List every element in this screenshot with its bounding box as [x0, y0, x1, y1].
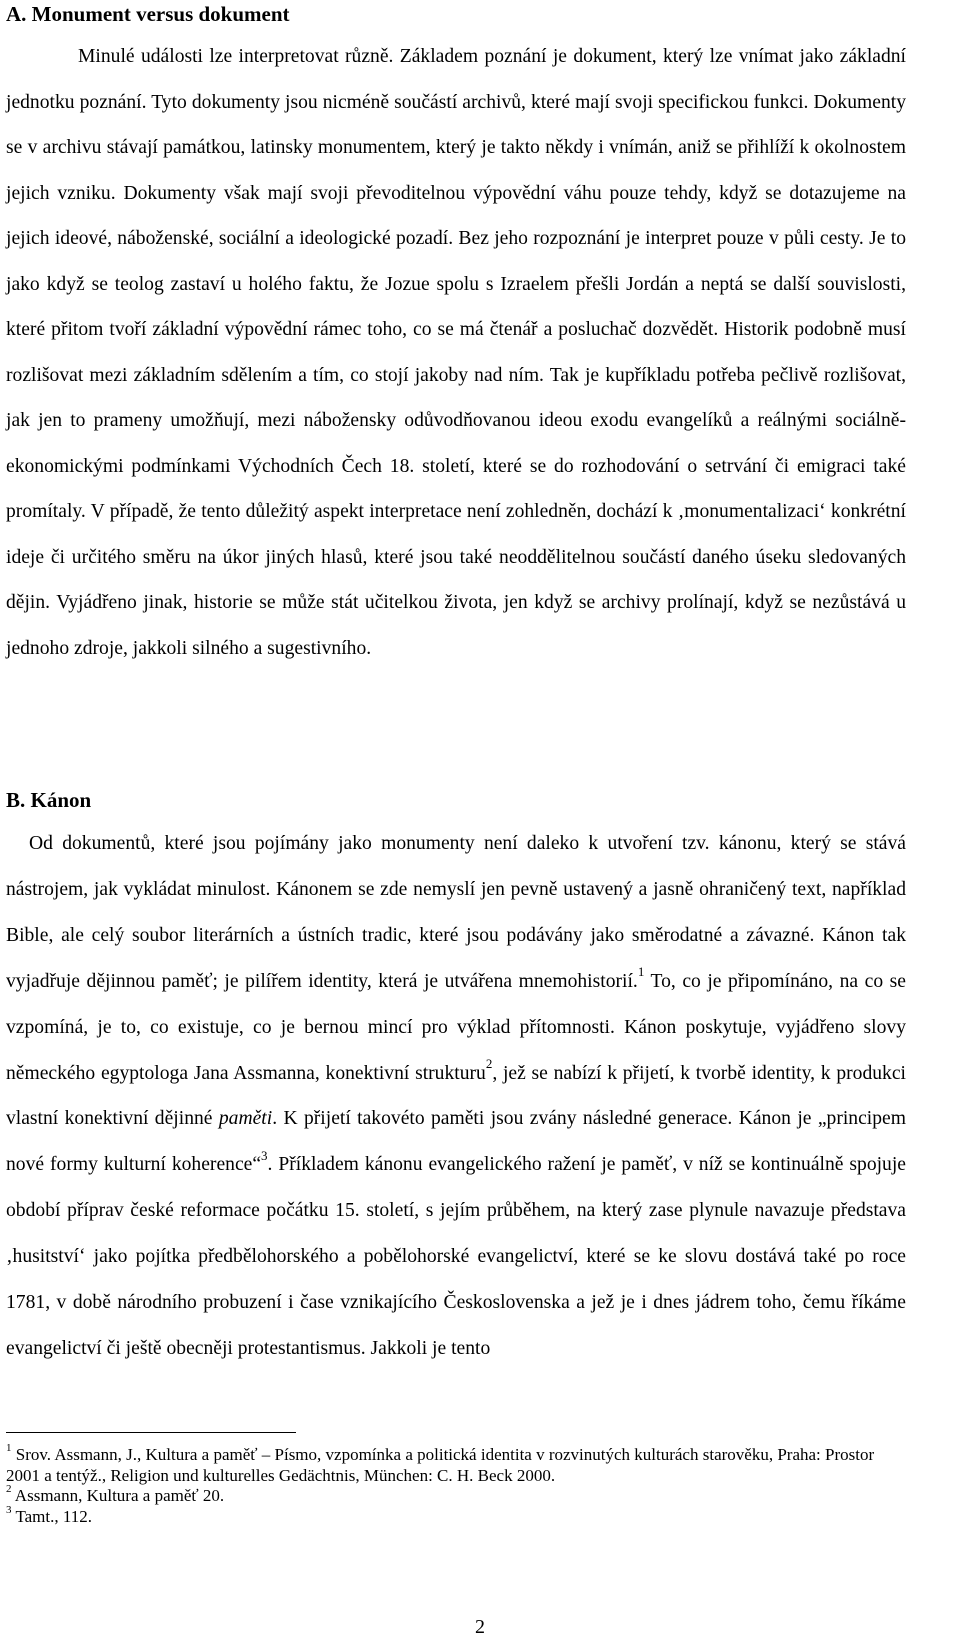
footnote-number: 3: [6, 1503, 12, 1516]
section-a-heading: A. Monument versus dokument: [6, 2, 290, 26]
footnote-ref-2[interactable]: 2: [485, 1056, 493, 1071]
footnote-2: [6, 1483, 911, 1507]
section-b-text-1: Od dokumentů, které jsou pojímány jako monumenty není daleko k utvoření tzv. kánonu, který se stává nástrojem, jak vykládat minulost. Kánonem se zde nemyslí jen pevně ustavený a jasně ohraničený text, například Bible, ale celý soubor literárních a ústních tradic, které jsou podávány jako směrodatné a závazné. Kánon tak vyjadřuje dějinnou paměť; je pilířem identity, která je utvářena mnemohistorií.: [6, 833, 906, 992]
footnote-text: Assmann, Kultura a paměť 20.: [11, 1486, 225, 1505]
footnote-3: [6, 1503, 911, 1528]
footnote-separator: [6, 1432, 296, 1433]
section-b-text-2: To, co je připomínáno, na co se vzpomíná, je to, co existuje, co je bernou mincí pro výklad přítomnosti. Kánon poskytuje, vyjádřeno slovy německého egyptologa Jana Assmanna, konektivní strukturu: [6, 970, 906, 1084]
section-b-text-5: . Příkladem kánonu evangelického ražení je paměť, v níž se kontinuálně spojuje období příprav české reformace počátku 15. století, s jejím průběhem, na který zase plynule navazuje představa ‚husitství‘ jako pojítka předbělohorského a pobělohorské evangelictví, které se ke slovu dostává také po roce 1781, v době národního probuzení i čase vznikajícího Československa a jež je i dnes jádrem toho, čemu říkáme evangelictví či ještě obecněji protestantismus. Jakkoli je tento: [6, 1154, 906, 1359]
footnote-text: Srov. Assmann, J., Kultura a paměť – Písmo, vzpomínka a politická identita v rozvinutých kulturách starověku, Praha: Prostor 2001 a tentýž., Religion und kulturelles Gedächtnis, München: C. H. Beck 2000.: [6, 1445, 875, 1485]
footnote-ref-1[interactable]: 1: [637, 964, 645, 980]
section-b-heading: B. Kánon: [6, 788, 92, 812]
section-b-text-4: . K přijetí takovéto paměti jsou zvány následné generace. Kánon je „principem nové formy kulturní koherence“: [6, 1108, 906, 1176]
footnote-1: [6, 1442, 911, 1486]
italic-word: paměti: [218, 1108, 273, 1130]
footnote-number: 1: [6, 1442, 12, 1455]
page-number: 2: [475, 1616, 485, 1638]
section-b-paragraph: [6, 821, 906, 1372]
section-a-paragraph: [6, 34, 906, 671]
footnote-ref-3[interactable]: 3: [261, 1147, 268, 1163]
footnote-number: 2: [6, 1483, 12, 1496]
footnote-text: Tamt., 112.: [11, 1506, 93, 1526]
footnotes: [6, 1442, 911, 1527]
section-b-text-3: , jež se nabízí k přijetí, k tvorbě identity, k produkci vlastní konektivní dějinné: [6, 1062, 906, 1130]
section-a-text: Minulé události lze interpretovat různě. Základem poznání je dokument, který lze vnímat jako základní jednotku poznání. Tyto dokumenty jsou nicméně součástí archivů, které mají svoji specifickou funkci. Dokumenty se v archivu stávají památkou, latinsky monumentem, který je takto někdy i vnímán, aniž se přihlíží k okolnostem jejich vzniku. Dokumenty však mají svoji převoditelnou výpovědní váhu pouze tehdy, když se dotazujeme na jejich ideové, náboženské, sociální a ideologické pozadí. Bez jeho rozpoznání je interpret pouze v půli cesty. Je to jako když se teolog zastaví u holého faktu, že Jozue spolu s Izraelem přešli Jordán a neptá se další souvislosti, které přitom tvoří základní výpovědní rámec toho, co se má čtenář a posluchač dozvědět. Historik podobně musí rozlišovat mezi základním sdělením a tím, co stojí jakoby nad ním. Tak je kupříkladu potřeba pečlivě rozlišovat, jak jen to prameny umožňují, mezi nábožensky odůvodňovanou ideou exodu evangelíků a reálnými sociálně-ekonomickými podmínkami Východních Čech 18. století, které se do rozhodování o setrvání či emigraci také promítaly. V případě, že tento důležitý aspekt interpretace není zohledněn, dochází k ‚monumentalizaci‘ konkrétní ideje či určitého směru na úkor jiných hlasů, které jsou také neoddělitelnou součástí daného úseku sledovaných dějin. Vyjádřeno jinak, historie se může stát učitelkou života, jen když se archivy prolínají, když se nezůstává u jednoho zdroje, jakkoli silného a sugestivního.: [6, 46, 906, 659]
